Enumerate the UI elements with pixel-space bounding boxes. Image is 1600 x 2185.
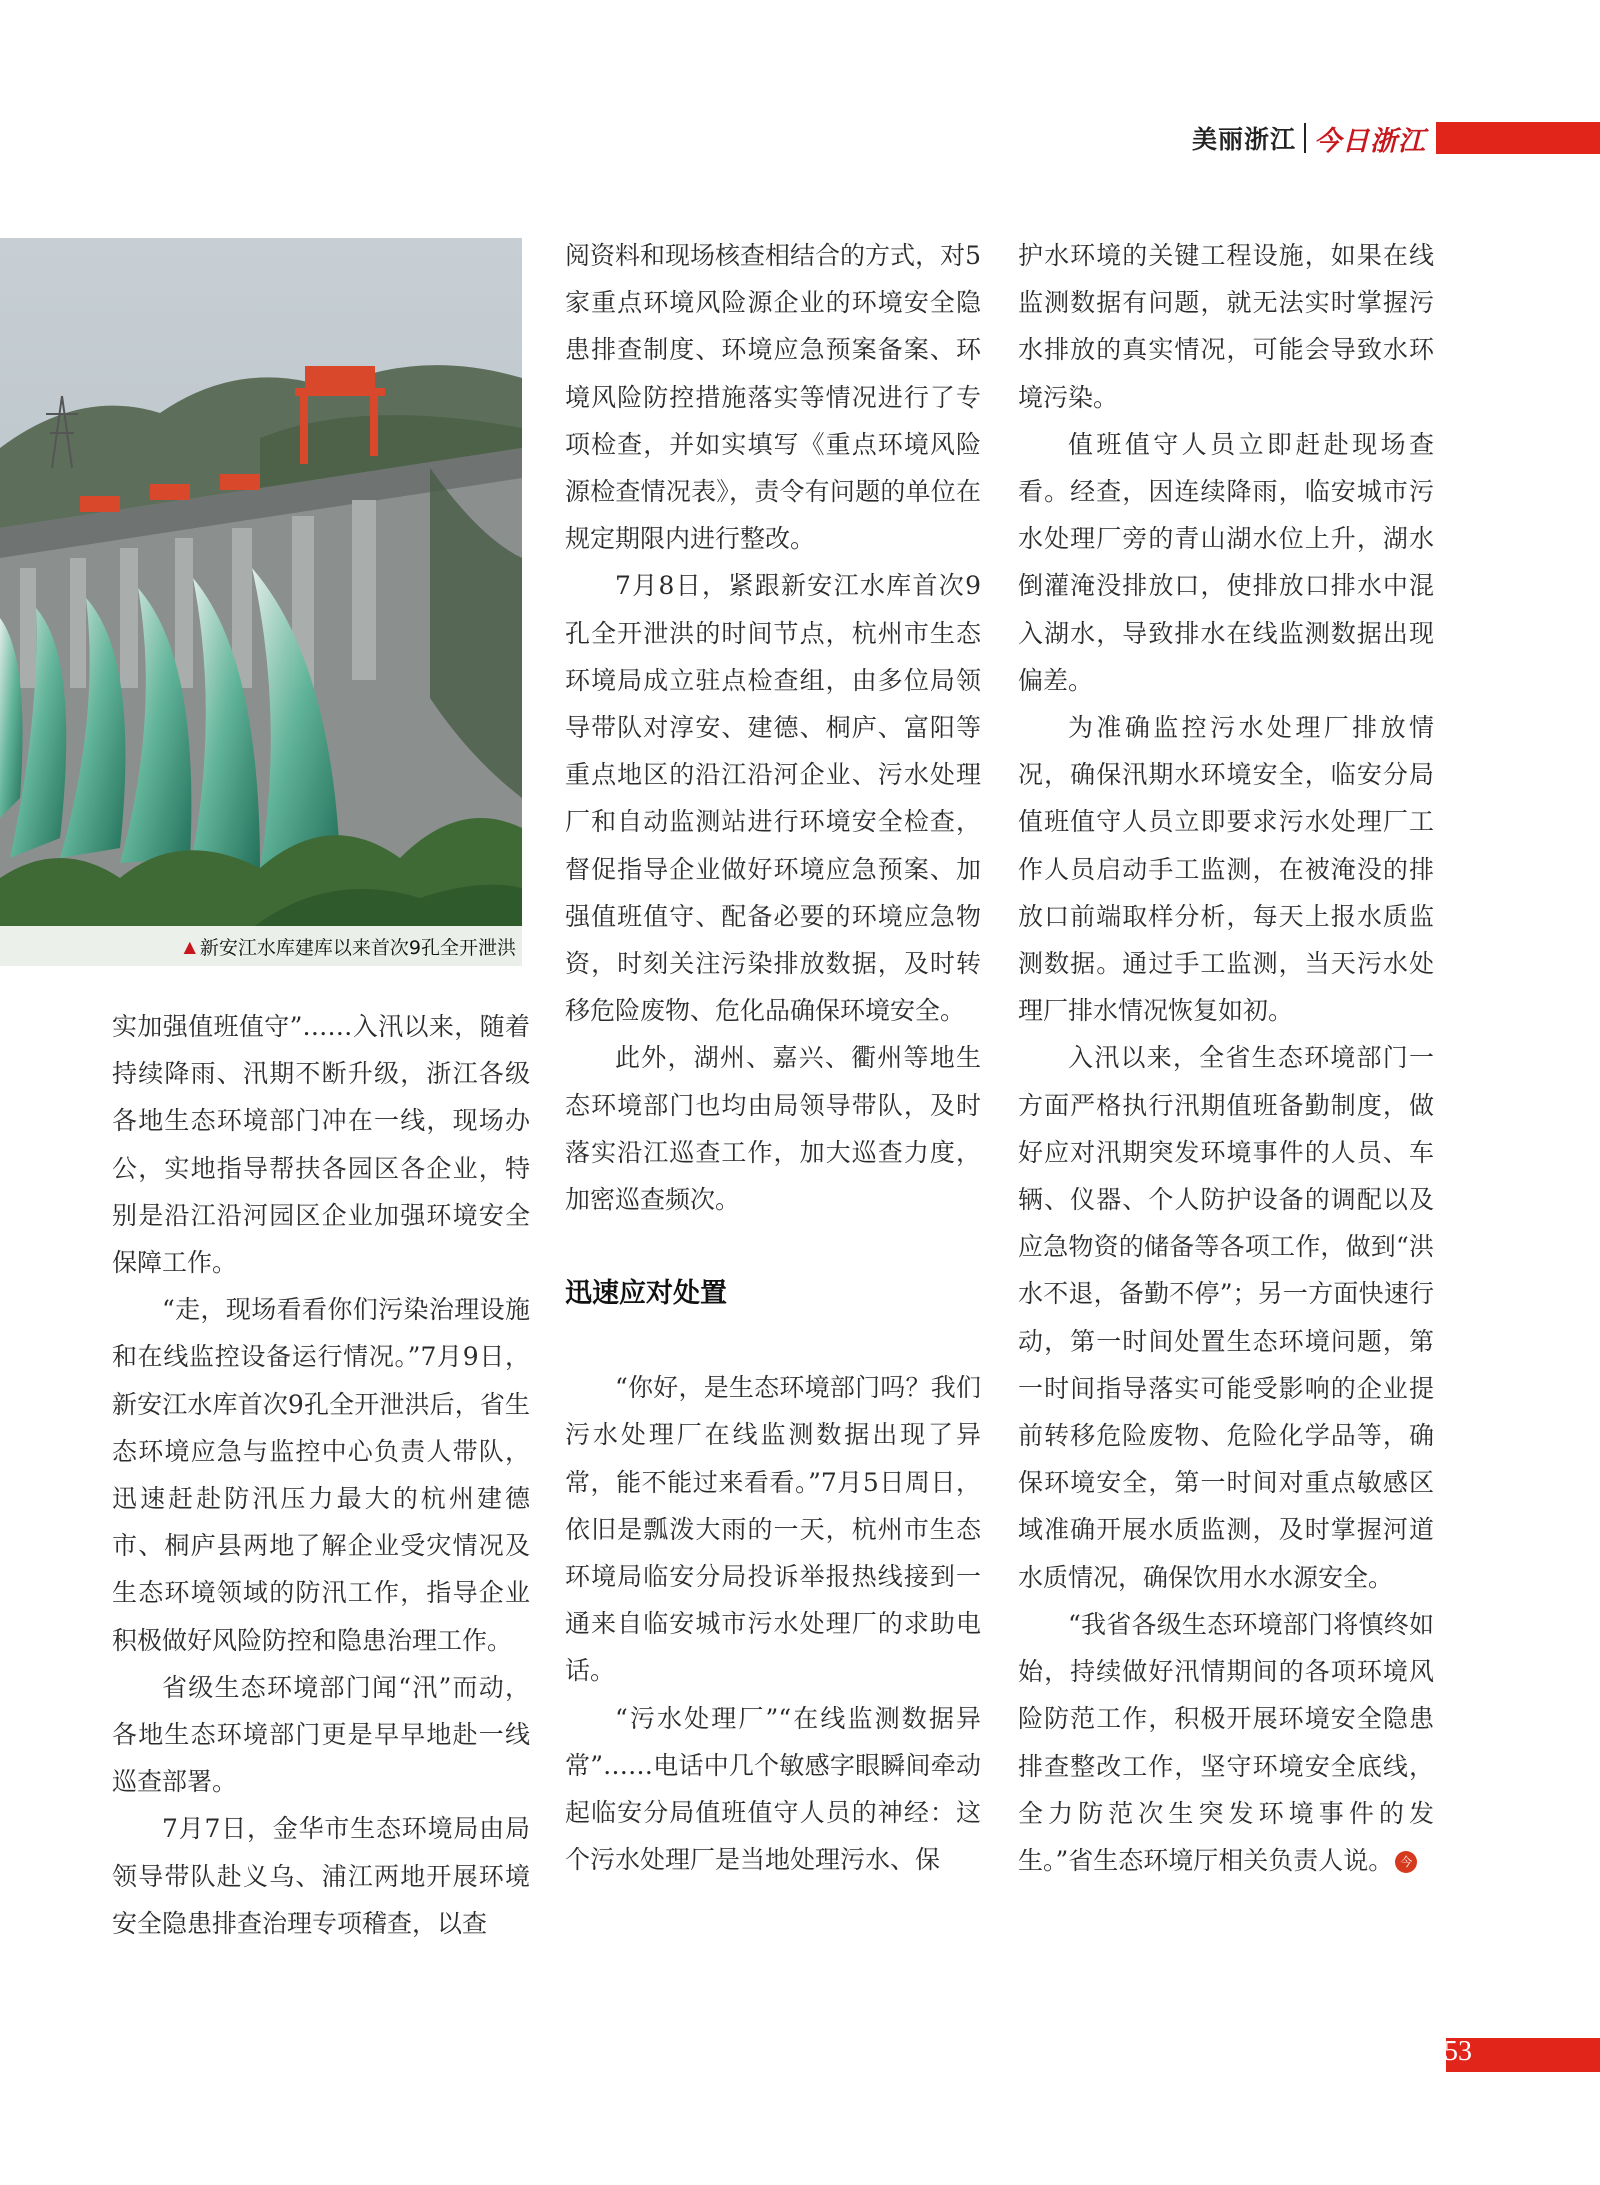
caption-text: 新安江水库建库以来首次9孔全开泄洪 [199,936,516,959]
paragraph: “走，现场看看你们污染治理设施和在线监控设备运行情况。”7月9日，新安江水库首次9孔全开泄洪后，省生态环境应急与监控中心负责人带队，迅速赶赴防汛压力最大的杭州建德市、桐庐县两地了解企业受灾情况及生态环境领域的防汛工作，指导企业积极做好风险防控和隐患治理工作。 [112,1295,530,1655]
text-column-2 [565,232,981,1884]
paragraph-final [1018,1601,1434,1884]
dam-illustration [0,238,522,966]
section-heading: 迅速应对处置 [565,1278,727,1310]
dam-photo [0,238,522,966]
header-divider [1304,123,1306,153]
page-number: 53 [1444,2036,1472,2067]
paragraph: 省级生态环境部门闻“汛”而动，各地生态环境部门更是早早地赴一线巡查部署。 [112,1672,530,1797]
paragraph: 护水环境的关键工程设施，如果在线监测数据有问题，就无法实时掌握污水排放的真实情况，可能会导致水环境污染。 [1018,241,1434,412]
page-header [1192,120,1600,156]
magazine-logo: 今日浙江 [1314,125,1426,157]
section-title: 美丽浙江 [1191,125,1296,154]
paragraph: 为准确监控污水处理厂排放情况，确保汛期水环境安全，临安分局值班值守人员立即要求污水处理厂工作人员启动手工监测，在被淹没的排放口前端取样分析，每天上报水质监测数据。通过手工监测，当天污水处理厂排水情况恢复如初。 [1018,713,1434,1026]
paragraph-text: “我省各级生态环境部门将慎终如始，持续做好汛情期间的各项环境风险防范工作，积极开展环境安全隐患排查整改工作，坚守环境安全底线，全力防范次生突发环境事件的发生。”省生态环境厅相关负责人说。 [1018,1609,1434,1875]
caption-triangle-icon: ▲ [183,936,196,956]
paragraph: 阅资料和现场核查相结合的方式，对5家重点环境风险源企业的环境安全隐患排查制度、环境应急预案备案、环境风险防控措施落实等情况进行了专项检查，并如实填写《重点环境风险源检查情况表》，责令有问题的单位在规定期限内进行整改。 [565,241,981,554]
text-column-1 [112,1003,530,1947]
paragraph: 7月7日，金华市生态环境局由局领导带队赴义乌、浦江两地开展环境安全隐患排查治理专项稽查，以查 [112,1814,530,1938]
paragraph: 7月8日，紧跟新安江水库首次9孔全开泄洪的时间节点，杭州市生态环境局成立驻点检查组，由多位局领导带队对淳安、建德、桐庐、富阳等重点地区的沿江沿河企业、污水处理厂和自动监测站进行环境安全检查，督促指导企业做好环境应急预案、加强值班值守、配备必要的环境应急物资，时刻关注污染排放数据，及时转移危险废物、危化品确保环境安全。 [565,571,981,1026]
photo-caption [0,926,522,966]
paragraph: 入汛以来，全省生态环境部门一方面严格执行汛期值班备勤制度，做好应对汛期突发环境事件的人员、车辆、仪器、个人防护设备的调配以及应急物资的储备等各项工作，做到“洪水不退，备勤不停”；另一方面快速行动，第一时间处置生态环境问题，第一时间指导落实可能受影响的企业提前转移危险废物、危险化学品等，确保环境安全，第一时间对重点敏感区域准确开展水质监测，及时掌握河道水质情况，确保饮用水水源安全。 [1018,1043,1434,1592]
text-column-3 [1018,232,1434,1884]
paragraph: “污水处理厂”“在线监测数据异常”……电话中几个敏感字眼瞬间牵动起临安分局值班值守人员的神经：这个污水处理厂是当地处理污水、保 [565,1703,981,1875]
paragraph: 实加强值班值守”……入汛以来，随着持续降雨、汛期不断升级，浙江各级各地生态环境部门冲在一线，现场办公，实地指导帮扶各园区各企业，特别是沿江沿河园区企业加强环境安全保障工作。 [112,1012,530,1278]
paragraph: 值班值守人员立即赶赴现场查看。经查，因连续降雨，临安城市污水处理厂旁的青山湖水位上升，湖水倒灌淹没排放口，使排放口排水中混入湖水，导致排水在线监测数据出现偏差。 [1018,429,1434,695]
end-mark-icon: 今 [1395,1851,1417,1873]
header-red-bar [1436,122,1600,154]
section-spacer [565,1223,981,1270]
paragraph: “你好，是生态环境部门吗？我们污水处理厂在线监测数据出现了异常，能不能过来看看。”7月5日周日，依旧是瓢泼大雨的一天，杭州市生态环境局临安分局投诉举报热线接到一通来自临安城市污水处理厂的求助电话。 [565,1373,981,1686]
paragraph: 此外，湖州、嘉兴、衢州等地生态环境部门也均由局领导带队，及时落实沿江巡查工作，加大巡查力度，加密巡查频次。 [565,1043,981,1215]
section-spacer [565,1317,981,1364]
